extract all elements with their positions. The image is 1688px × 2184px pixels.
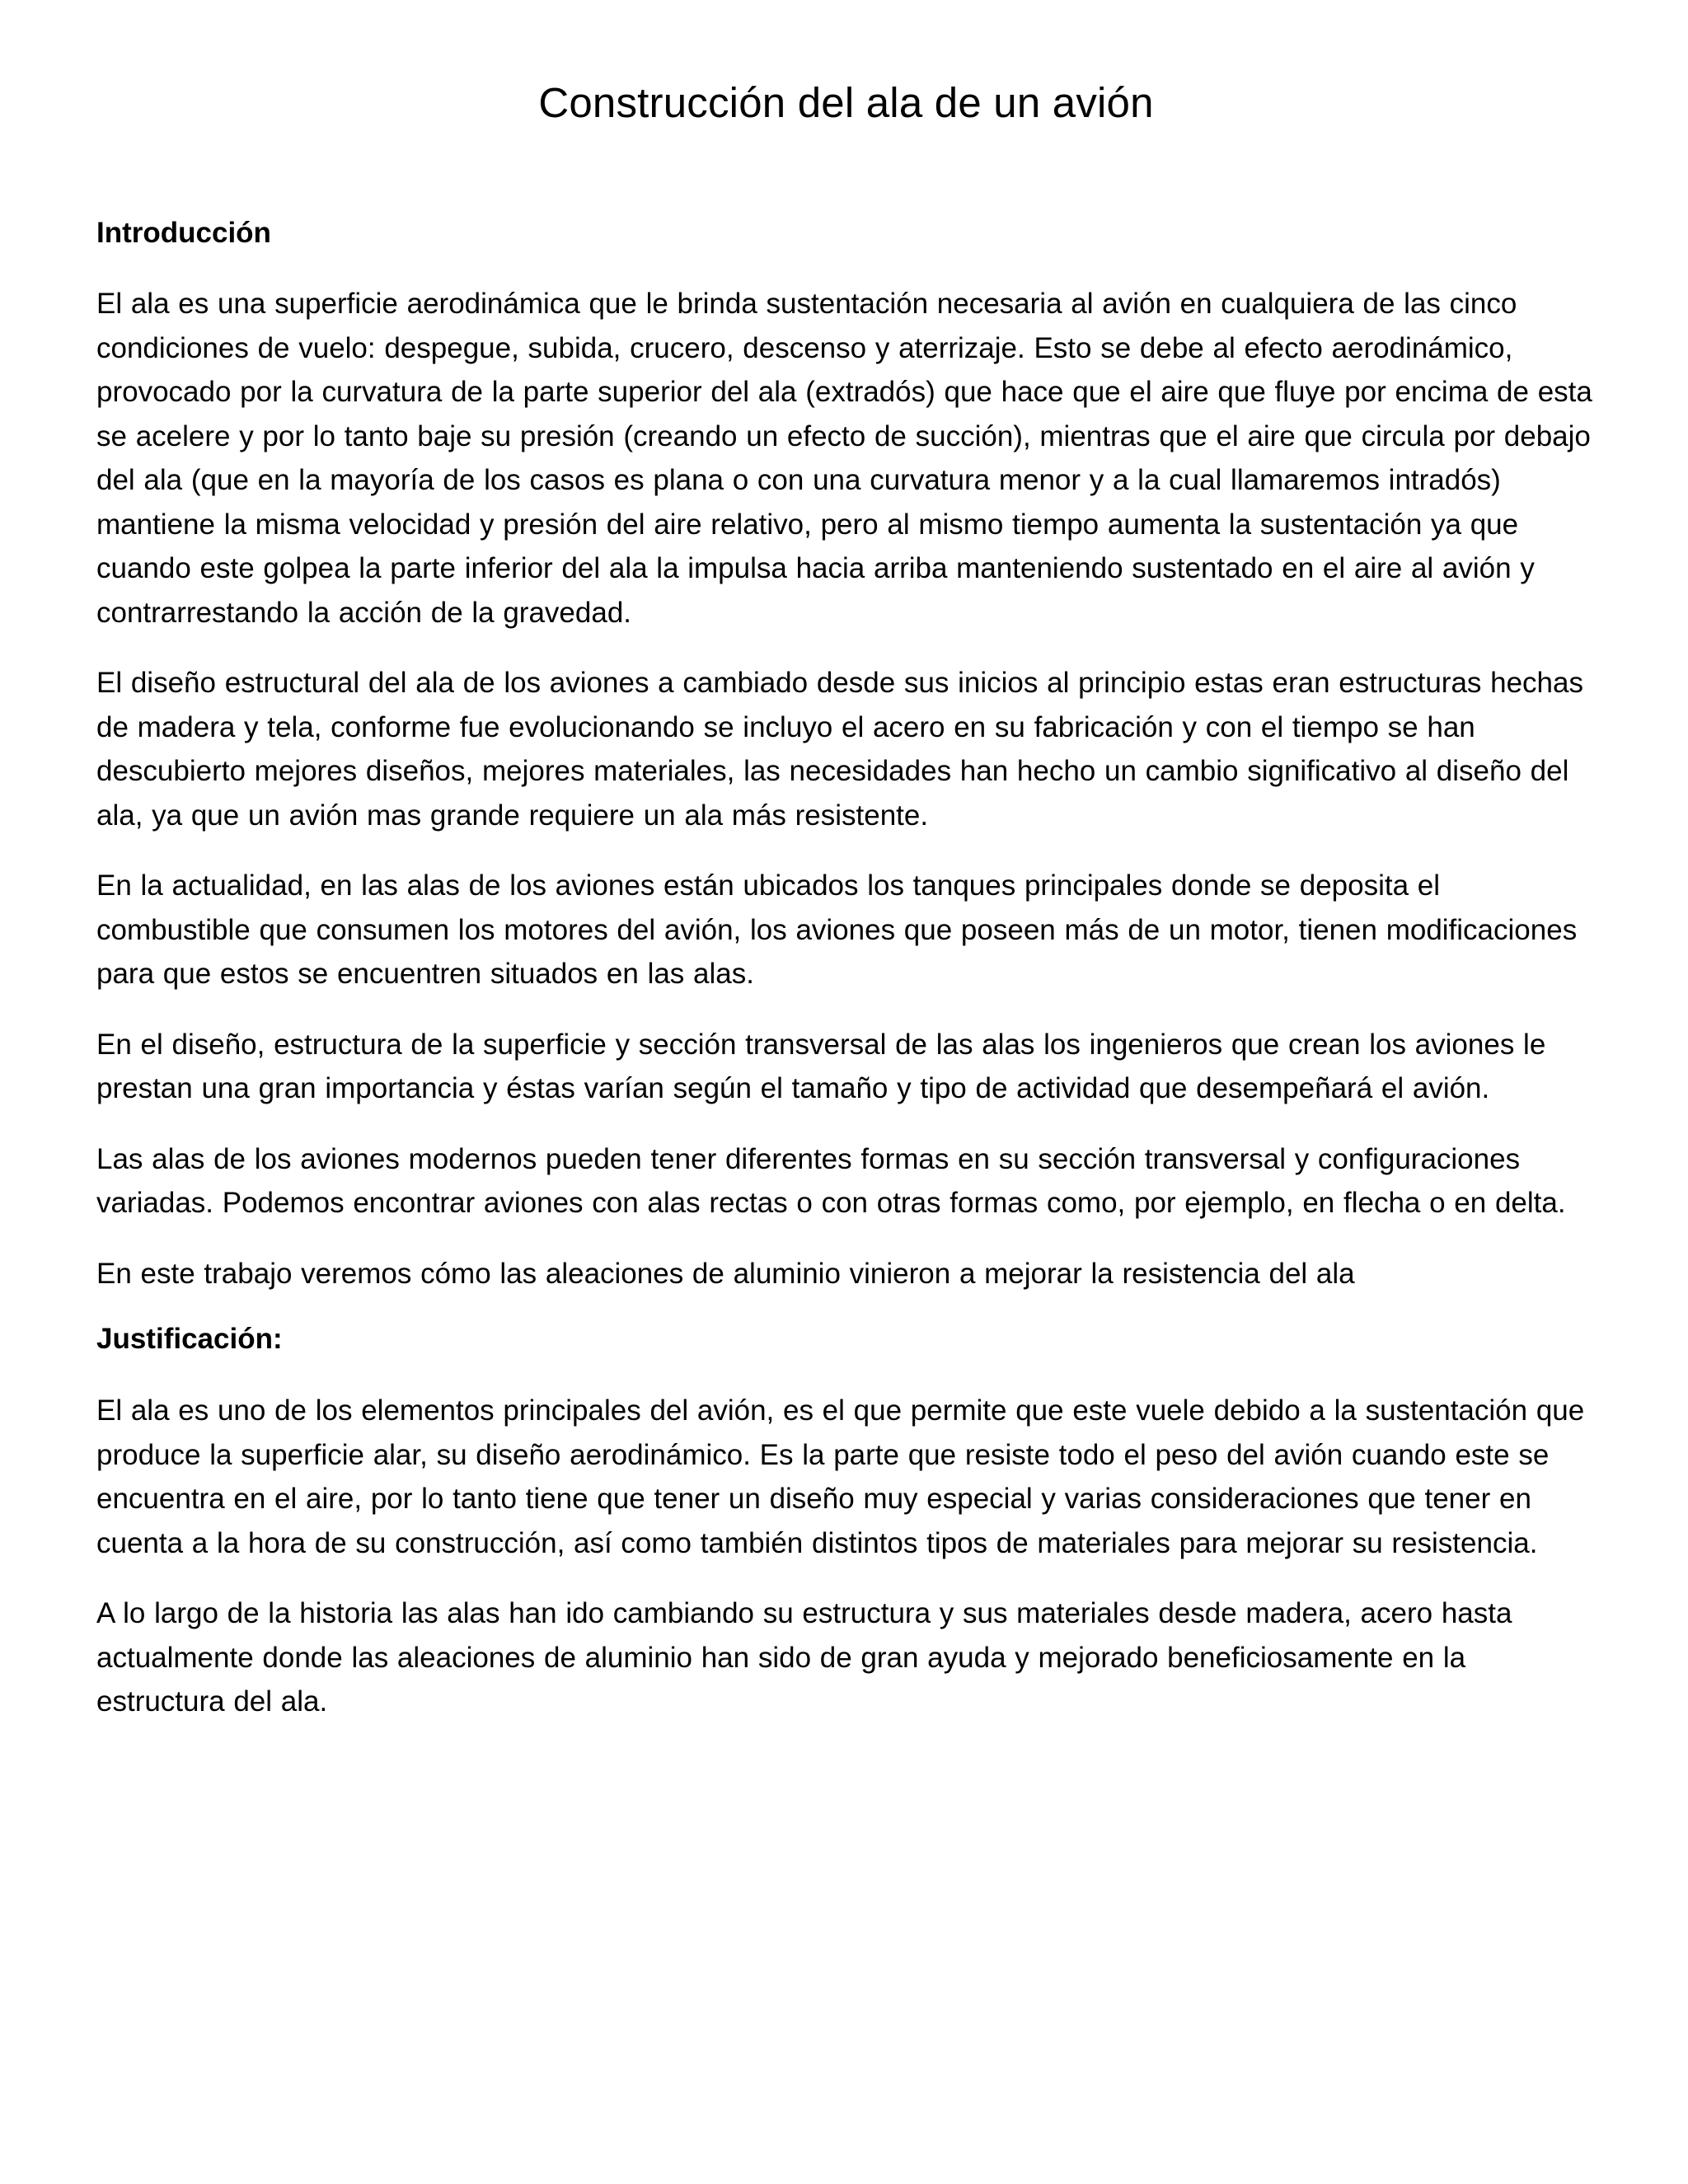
intro-paragraph-1: El ala es una superficie aerodinámica que le brinda sustentación necesaria al avión en cualquiera de las cinco condiciones de vuelo: despegue, subida, crucero, descenso y aterrizaje. Esto se debe al efecto aerodinámico, provocado por la curvatura de la parte superior del ala (extradós) que hace que el aire que fluye por encima de esta se acelere y por lo tanto baje su presión (creando un efecto de succión), mientras que el aire que circula por debajo del ala (que en la mayoría de los casos es plana o con una curvatura menor y a la cual llamaremos intradós) mantiene la misma velocidad y presión del aire relativo, pero al mismo tiempo aumenta la sustentación ya que cuando este golpea la parte inferior del ala la impulsa hacia arriba manteniendo sustentado en el aire al avión y contrarrestando la acción de la gravedad. <box>96 288 1592 629</box>
introduction-section <box>96 211 1596 1296</box>
justification-heading: Justificación: <box>96 1323 283 1355</box>
document-title: Construcción del ala de un avión <box>538 79 1154 126</box>
introduction-heading: Introducción <box>96 217 271 249</box>
intro-paragraph-3: En la actualidad, en las alas de los aviones están ubicados los tanques principales donde se deposita el combustible que consumen los motores del avión, los aviones que poseen más de un motor, tienen modificaciones para que estos se encuentren situados en las alas. <box>96 869 1578 990</box>
intro-paragraph-2: El diseño estructural del ala de los aviones a cambiado desde sus inicios al principio estas eran estructuras hechas de madera y tela, conforme fue evolucionando se incluyo el acero en su fabricación y con el tiempo se han descubierto mejores diseños, mejores materiales, las necesidades han hecho un cambio significativo al diseño del ala, ya que un avión mas grande requiere un ala más resistente. <box>96 667 1583 832</box>
intro-paragraph-6: En este trabajo veremos cómo las aleaciones de aluminio vinieron a mejorar la resistencia del ala <box>96 1257 1355 1290</box>
intro-paragraph-4: En el diseño, estructura de la superficie y sección transversal de las alas los ingenieros que crean los aviones le prestan una gran importancia y éstas varían según el tamaño y tipo de actividad que desempeñará el avión. <box>96 1028 1546 1104</box>
intro-paragraph-5: Las alas de los aviones modernos pueden tener diferentes formas en su sección transversal y configuraciones variadas. Podemos encontrar aviones con alas rectas o con otras formas como, por ejemplo, en flecha o en delta. <box>96 1142 1566 1219</box>
justification-paragraph-2: A lo largo de la historia las alas han ido cambiando su estructura y sus materiales desde madera, acero hasta actualmente donde las aleaciones de aluminio han sido de gran ayuda y mejorado beneficiosamente en la estructura del ala. <box>96 1597 1512 1718</box>
justification-paragraph-1: El ala es uno de los elementos principales del avión, es el que permite que este vuele debido a la sustentación que produce la superficie alar, su diseño aerodinámico. Es la parte que resiste todo el peso del avión cuando este se encuentra en el aire, por lo tanto tiene que tener un diseño muy especial y varias consideraciones que tener en cuenta a la hora de su construcción, así como también distintos tipos de materiales para mejorar su resistencia. <box>96 1394 1585 1559</box>
justification-section <box>96 1317 1596 1724</box>
